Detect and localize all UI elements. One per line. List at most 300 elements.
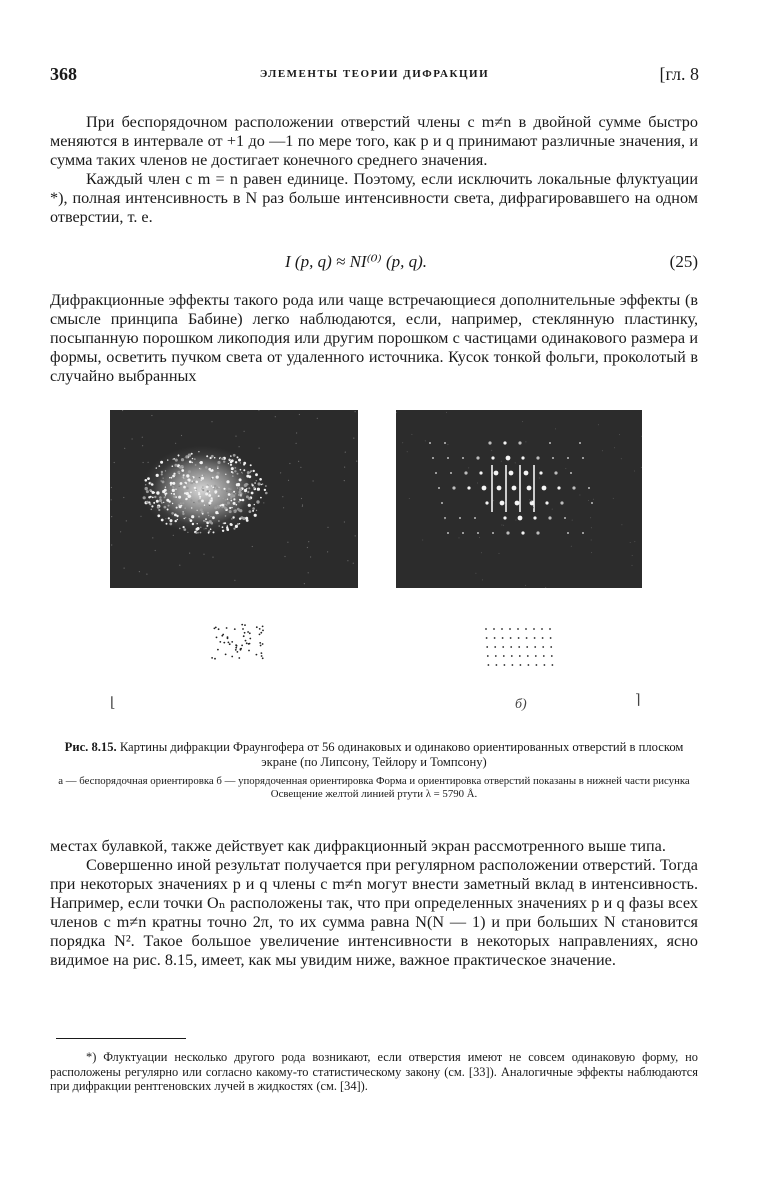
panel-label-b: б) [515, 697, 527, 712]
noise-speck [481, 552, 482, 553]
speckle [242, 499, 245, 502]
diffraction-spot [567, 457, 569, 459]
noise-speck [344, 480, 345, 481]
speckle [164, 496, 166, 498]
speckle [246, 519, 249, 522]
speckle [233, 498, 235, 500]
speckle [243, 462, 246, 465]
speckle [181, 490, 184, 493]
noise-speck [539, 478, 540, 479]
noise-speck [165, 518, 166, 519]
speckle [179, 505, 182, 508]
noise-speck [545, 587, 546, 588]
noise-speck [282, 496, 283, 497]
noise-speck [175, 443, 176, 444]
speckle [202, 489, 204, 491]
speckle [191, 507, 192, 508]
noise-speck [140, 516, 141, 517]
speckle [243, 469, 245, 471]
noise-speck [355, 411, 356, 412]
noise-speck [111, 544, 112, 545]
speckle [210, 528, 212, 530]
speckle [198, 451, 199, 452]
speckle [230, 489, 231, 490]
speckle [204, 505, 205, 506]
speckle [197, 510, 198, 511]
speckle [185, 517, 186, 518]
speckle [237, 508, 240, 511]
aperture-dot [222, 634, 224, 636]
speckle [252, 484, 254, 486]
noise-speck [259, 448, 260, 449]
speckle [214, 490, 217, 493]
aperture-dot [525, 628, 527, 630]
aperture-dot [231, 641, 233, 643]
speckle [221, 457, 224, 460]
noise-speck [317, 418, 318, 419]
noise-speck [347, 560, 348, 561]
noise-speck [447, 444, 448, 445]
noise-speck [477, 483, 478, 484]
speckle [231, 493, 233, 495]
aperture-dot [493, 628, 495, 630]
speckle [198, 516, 200, 518]
speckle [237, 487, 238, 488]
noise-speck [199, 477, 200, 478]
speckle [161, 502, 162, 503]
speckle [184, 528, 187, 531]
speckle [151, 483, 154, 486]
noise-speck [499, 553, 500, 554]
speckle [152, 497, 154, 499]
speckle [248, 475, 251, 478]
speckle [220, 504, 221, 505]
speckle [214, 457, 216, 459]
speckle [225, 499, 227, 501]
diffraction-spot [536, 531, 539, 534]
speckle [247, 471, 250, 474]
noise-speck [173, 535, 174, 536]
aperture-dot [510, 637, 512, 639]
noise-speck [552, 509, 553, 510]
speckle [231, 467, 234, 470]
aperture-dot [242, 628, 244, 630]
noise-speck [287, 542, 288, 543]
aperture-dot [544, 664, 546, 666]
noise-speck [344, 521, 345, 522]
aperture-dot [486, 637, 488, 639]
speckle [210, 516, 212, 518]
diffraction-spot [512, 486, 517, 491]
noise-speck [355, 535, 356, 536]
noise-speck [409, 498, 410, 499]
speckle [221, 481, 222, 482]
noise-speck [525, 441, 526, 442]
diffraction-spot [545, 501, 548, 504]
speckle [233, 502, 236, 505]
speckle [209, 491, 210, 492]
speckle [211, 485, 212, 486]
noise-speck [139, 571, 140, 572]
noise-speck [459, 537, 460, 538]
aperture-dot [494, 637, 496, 639]
speckle [184, 518, 185, 519]
speckle [201, 480, 202, 481]
speckle [190, 519, 193, 522]
speckle [160, 461, 163, 464]
noise-speck [632, 565, 633, 566]
speckle [205, 493, 208, 496]
text-block-2 [50, 291, 698, 386]
aperture-dot [215, 627, 217, 629]
speckle [157, 514, 160, 517]
speckle [156, 500, 159, 503]
noise-speck [298, 461, 299, 462]
aperture-dot [486, 646, 488, 648]
speckle [221, 506, 223, 508]
aperture-dot [550, 637, 552, 639]
speckle [248, 497, 251, 500]
page-number: 368 [50, 64, 77, 84]
aperture-dot [504, 664, 506, 666]
diffraction-spot [462, 457, 464, 459]
aperture-dot [244, 632, 246, 634]
speckle [145, 484, 146, 485]
aperture-dot [235, 649, 237, 651]
speckle [253, 487, 255, 489]
aperture-dot [501, 628, 503, 630]
noise-speck [211, 478, 212, 479]
noise-speck [211, 421, 212, 422]
diffraction-spot [492, 532, 494, 534]
speckle [227, 502, 230, 505]
speckle [202, 513, 204, 515]
aperture-dot [526, 637, 528, 639]
speckle [172, 465, 174, 467]
speckle [236, 504, 238, 506]
noise-speck [209, 505, 210, 506]
speckle [172, 475, 175, 478]
noise-speck [148, 462, 149, 463]
noise-speck [226, 491, 227, 492]
diffraction-spot [462, 532, 464, 534]
speckle [238, 491, 241, 494]
speckle [239, 523, 240, 524]
aperture-dot [234, 628, 236, 630]
speckle [200, 468, 202, 470]
running-header [50, 64, 699, 88]
speckle [171, 512, 174, 515]
aperture-dot [488, 664, 490, 666]
speckle [182, 511, 183, 512]
noise-speck [175, 458, 176, 459]
noise-speck [621, 458, 622, 459]
speckle [199, 497, 200, 498]
speckle [190, 492, 192, 494]
speckle [248, 504, 251, 507]
noise-speck [501, 461, 502, 462]
speckle [171, 477, 173, 479]
speckle [165, 495, 166, 496]
noise-speck [234, 580, 235, 581]
speckle [146, 490, 149, 493]
speckle [235, 493, 236, 494]
noise-speck [501, 525, 502, 526]
speckle [254, 514, 257, 517]
speckle [206, 525, 208, 527]
speckle [227, 499, 228, 500]
speckle [216, 476, 219, 479]
speckle [265, 492, 268, 495]
noise-speck [307, 547, 308, 548]
aperture-dot [536, 664, 538, 666]
speckle [177, 519, 178, 520]
speckle [259, 478, 262, 481]
speckle [175, 496, 177, 498]
speckle [223, 488, 225, 490]
aperture-dot [249, 643, 251, 645]
diffraction-spot [506, 456, 511, 461]
speckle [212, 487, 214, 489]
diffraction-spot [464, 471, 467, 474]
noise-speck [302, 506, 303, 507]
noise-speck [142, 437, 143, 438]
aperture-dot [235, 647, 237, 649]
speckle [178, 454, 180, 456]
aperture-dot [241, 624, 243, 626]
noise-speck [344, 467, 345, 468]
speckle [227, 525, 228, 526]
speckle [224, 507, 227, 510]
speckle [172, 458, 174, 460]
chapter-marker: [гл. 8 [659, 64, 699, 84]
noise-speck [493, 500, 494, 501]
speckle [217, 467, 219, 469]
speckle [161, 473, 163, 475]
diffraction-spot [548, 516, 551, 519]
noise-speck [151, 415, 152, 416]
speckle [150, 496, 152, 498]
speckle [228, 463, 229, 464]
diffraction-spot [567, 532, 569, 534]
speckle [231, 500, 233, 502]
speckle [173, 473, 175, 475]
noise-speck [161, 499, 162, 500]
aperture-dot [262, 643, 264, 645]
noise-speck [111, 487, 112, 488]
speckle [175, 520, 177, 522]
noise-speck [327, 551, 328, 552]
speckle [255, 473, 258, 476]
diffraction-spot [536, 456, 539, 459]
aperture-dot [223, 642, 225, 644]
speckle [217, 505, 220, 508]
speckle [180, 482, 183, 485]
noise-speck [591, 540, 592, 541]
speckle [232, 475, 234, 477]
speckle [201, 488, 202, 489]
speckle [156, 474, 159, 477]
speckle [172, 503, 173, 504]
aperture-dot [494, 646, 496, 648]
speckle [145, 479, 148, 482]
speckle [170, 519, 173, 522]
aperture-dot [231, 656, 233, 658]
speckle [256, 480, 257, 481]
speckle [256, 510, 257, 511]
speckle [257, 488, 260, 491]
speckle [174, 514, 177, 517]
noise-speck [235, 436, 236, 437]
speckle [254, 482, 256, 484]
speckle [181, 458, 184, 461]
speckle [230, 495, 233, 498]
speckle [234, 467, 236, 469]
aperture-dot [512, 664, 514, 666]
aperture-dot [237, 651, 239, 653]
aperture-dot [510, 646, 512, 648]
noise-speck [504, 504, 505, 505]
noise-speck [411, 434, 412, 435]
noise-speck [590, 517, 591, 518]
speckle [250, 464, 252, 466]
diffraction-spot [476, 456, 479, 459]
speckle [244, 489, 247, 492]
aperture-dot [259, 628, 261, 630]
speckle [239, 518, 241, 520]
noise-speck [124, 568, 125, 569]
speckle [235, 525, 238, 528]
speckle [218, 497, 221, 500]
diffraction-spot [435, 472, 437, 474]
speckle [186, 474, 189, 477]
speckle [200, 527, 201, 528]
diffraction-spot [494, 471, 499, 476]
aperture-dot [248, 650, 250, 652]
aperture-dot [496, 664, 498, 666]
speckle [183, 486, 186, 489]
speckle-pattern [110, 410, 358, 588]
diffraction-spot [444, 442, 446, 444]
noise-speck [284, 556, 285, 557]
speckle [237, 473, 239, 475]
speckle [230, 498, 232, 500]
speckle [217, 466, 218, 467]
aperture-dot [542, 637, 544, 639]
aperture-dot [256, 626, 258, 628]
speckle [223, 461, 225, 463]
aperture-dot [517, 628, 519, 630]
speckle [200, 461, 203, 464]
speckle [232, 516, 234, 518]
noise-speck [345, 452, 346, 453]
aperture-dot [261, 655, 263, 657]
equation-25 [50, 252, 698, 274]
speckle [230, 461, 233, 464]
diffraction-spot [564, 517, 566, 519]
noise-speck [529, 499, 530, 500]
aperture-dots-random [208, 620, 268, 664]
speckle [233, 454, 236, 457]
aperture-dot [528, 664, 530, 666]
running-title: ЭЛЕМЕНТЫ ТЕОРИИ ДИФРАКЦИИ [259, 68, 490, 80]
speckle [183, 526, 185, 528]
corner-mark-right: ⌉ [635, 693, 641, 708]
noise-speck [155, 550, 156, 551]
speckle [167, 459, 168, 460]
noise-speck [114, 462, 115, 463]
speckle [164, 489, 167, 492]
speckle [239, 499, 241, 501]
speckle [199, 506, 200, 507]
noise-speck [296, 432, 297, 433]
noise-speck [593, 499, 594, 500]
speckle [192, 462, 193, 463]
speckle [192, 458, 193, 459]
figure-caption-text: Картины дифракции Фраунгофера от 56 одинаковых и одинаково ориентированных отверстий в плоском экране (по Липсону, Тейлору и Томпсону) [119, 740, 684, 769]
diffraction-spot [474, 517, 476, 519]
diffraction-spot [527, 486, 532, 491]
speckle [194, 487, 196, 489]
aperture-dot [534, 637, 536, 639]
aperture-dot [226, 627, 228, 629]
diffraction-spot [429, 442, 431, 444]
diffraction-spot [582, 532, 584, 534]
speckle [231, 507, 232, 508]
speckle [231, 518, 232, 519]
noise-speck [123, 497, 124, 498]
speckle [154, 496, 156, 498]
noise-speck [252, 546, 253, 547]
noise-speck [634, 541, 635, 542]
noise-speck [446, 412, 447, 413]
speckle [175, 459, 178, 462]
speckle [216, 472, 219, 475]
noise-speck [296, 443, 297, 444]
speckle [200, 532, 202, 534]
speckle [208, 502, 211, 505]
noise-speck [289, 463, 290, 464]
diffraction-spot [570, 472, 572, 474]
speckle [233, 528, 235, 530]
noise-speck [313, 480, 314, 481]
speckle [169, 477, 170, 478]
speckle [168, 517, 170, 519]
aperture-dot [543, 655, 545, 657]
aperture-dot [527, 655, 529, 657]
speckle [228, 493, 231, 496]
noise-speck [288, 480, 289, 481]
noise-speck [353, 563, 354, 564]
speckle [153, 492, 155, 494]
speckle [211, 456, 213, 458]
aperture-dot [249, 632, 251, 634]
aperture-dot [262, 630, 264, 632]
noise-speck [143, 462, 144, 463]
noise-speck [572, 520, 573, 521]
noise-speck [579, 495, 580, 496]
diffraction-spot [450, 472, 452, 474]
diffraction-spot [552, 457, 554, 459]
speckle [229, 507, 231, 509]
speckle [184, 484, 186, 486]
speckle [167, 509, 169, 511]
noise-speck [181, 435, 182, 436]
aperture-dot [236, 645, 238, 647]
speckle [230, 464, 232, 466]
diffraction-spot [518, 516, 523, 521]
speckle [229, 510, 232, 513]
